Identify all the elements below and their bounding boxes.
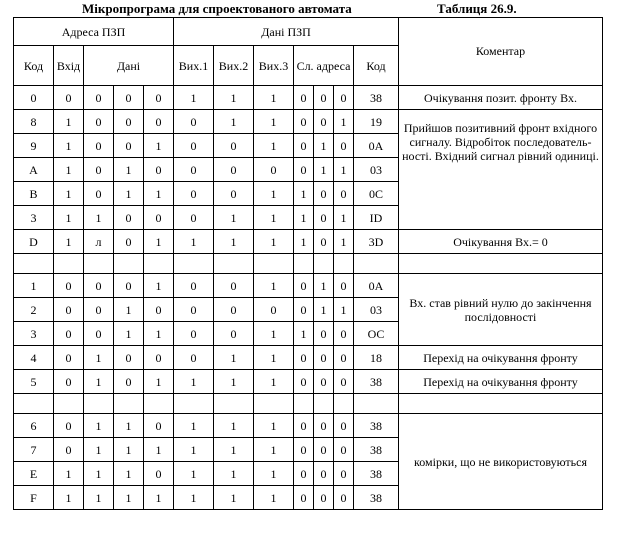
comment-cell: Очікування позит. фронту Вх. — [399, 86, 603, 110]
cell-next-address-bit-3: 1 — [334, 158, 354, 182]
cell-out2: 0 — [214, 158, 254, 182]
cell-data-bit-3: 1 — [144, 274, 174, 298]
cell-out2: 1 — [214, 462, 254, 486]
empty-cell — [214, 394, 254, 414]
cell-code: 0 — [14, 86, 54, 110]
cell-next-address-bit-3: 0 — [334, 134, 354, 158]
empty-cell — [114, 254, 144, 274]
empty-cell — [254, 394, 294, 414]
cell-data-code: 19 — [354, 110, 399, 134]
cell-code: 3 — [14, 206, 54, 230]
cell-input: 1 — [54, 230, 84, 254]
cell-out3: 0 — [254, 298, 294, 322]
cell-data-bit-3: 0 — [144, 86, 174, 110]
cell-out3: 1 — [254, 414, 294, 438]
cell-code: 8 — [14, 110, 54, 134]
cell-data-bit-3: 0 — [144, 206, 174, 230]
cell-input: 0 — [54, 346, 84, 370]
cell-data-bit-2: 0 — [114, 346, 144, 370]
cell-data-code: 38 — [354, 486, 399, 510]
cell-out2: 1 — [214, 486, 254, 510]
cell-next-address-bit-2: 0 — [314, 86, 334, 110]
cell-next-address-bit-1: 1 — [294, 206, 314, 230]
comment-cell: комірки, що не використовуються — [399, 414, 603, 510]
cell-input: 0 — [54, 274, 84, 298]
cell-data-bit-1: 0 — [84, 110, 114, 134]
cell-next-address-bit-1: 0 — [294, 298, 314, 322]
cell-data-bit-2: 0 — [114, 230, 144, 254]
cell-out3: 1 — [254, 274, 294, 298]
empty-cell — [334, 394, 354, 414]
cell-data-bit-1: 0 — [84, 298, 114, 322]
cell-data-bit-2: 0 — [114, 134, 144, 158]
cell-input: 1 — [54, 206, 84, 230]
cell-out3: 1 — [254, 322, 294, 346]
empty-cell — [294, 394, 314, 414]
cell-input: 0 — [54, 438, 84, 462]
cell-data-bit-1: 0 — [84, 182, 114, 206]
empty-cell — [174, 394, 214, 414]
table-row — [14, 414, 603, 438]
cell-out2: 0 — [214, 182, 254, 206]
cell-out2: 1 — [214, 230, 254, 254]
cell-out3: 1 — [254, 486, 294, 510]
cell-out2: 1 — [214, 438, 254, 462]
cell-out1: 0 — [174, 322, 214, 346]
cell-input: 0 — [54, 370, 84, 394]
cell-next-address-bit-1: 1 — [294, 230, 314, 254]
cell-out2: 0 — [214, 134, 254, 158]
cell-code: A — [14, 158, 54, 182]
cell-data-bit-1: 1 — [84, 438, 114, 462]
cell-data-code: 38 — [354, 438, 399, 462]
cell-next-address-bit-3: 0 — [334, 486, 354, 510]
cell-next-address-bit-2: 0 — [314, 414, 334, 438]
cell-input: 1 — [54, 486, 84, 510]
cell-next-address-bit-2: 0 — [314, 462, 334, 486]
cell-out1: 0 — [174, 206, 214, 230]
cell-data-code: OC — [354, 322, 399, 346]
cell-next-address-bit-2: 0 — [314, 322, 334, 346]
empty-cell — [144, 254, 174, 274]
cell-data-bit-1: 1 — [84, 486, 114, 510]
cell-data-code: 0C — [354, 182, 399, 206]
cell-out3: 1 — [254, 230, 294, 254]
cell-next-address-bit-3: 1 — [334, 110, 354, 134]
cell-data-bit-2: 0 — [114, 274, 144, 298]
cell-data-bit-1: 1 — [84, 414, 114, 438]
cell-code: 5 — [14, 370, 54, 394]
cell-data-code: ID — [354, 206, 399, 230]
cell-next-address-bit-1: 0 — [294, 438, 314, 462]
cell-next-address-bit-1: 0 — [294, 462, 314, 486]
header-data: Дані — [84, 46, 174, 86]
cell-out1: 0 — [174, 274, 214, 298]
table-title: Мікропрограма для спроектованого автомата — [82, 1, 352, 16]
empty-cell — [144, 394, 174, 414]
empty-cell — [334, 254, 354, 274]
table-body — [14, 86, 603, 510]
cell-input: 1 — [54, 182, 84, 206]
empty-cell — [354, 394, 399, 414]
empty-cell — [294, 254, 314, 274]
cell-out3: 0 — [254, 158, 294, 182]
cell-data-bit-3: 0 — [144, 414, 174, 438]
cell-data-code: 38 — [354, 414, 399, 438]
cell-data-bit-1: 0 — [84, 322, 114, 346]
table-row — [14, 86, 603, 110]
cell-data-bit-1: л — [84, 230, 114, 254]
empty-cell — [254, 254, 294, 274]
cell-out1: 1 — [174, 486, 214, 510]
comment-cell: Перехід на очікування фронту — [399, 346, 603, 370]
table-number: Таблиця 26.9. — [437, 1, 517, 16]
cell-next-address-bit-1: 0 — [294, 274, 314, 298]
cell-out1: 0 — [174, 110, 214, 134]
cell-next-address-bit-3: 1 — [334, 206, 354, 230]
cell-next-address-bit-3: 0 — [334, 438, 354, 462]
empty-cell — [354, 254, 399, 274]
cell-out2: 0 — [214, 322, 254, 346]
cell-next-address-bit-3: 0 — [334, 86, 354, 110]
cell-code: 7 — [14, 438, 54, 462]
cell-out3: 1 — [254, 110, 294, 134]
spacer-row — [14, 254, 603, 274]
cell-next-address-bit-3: 0 — [334, 182, 354, 206]
cell-code: 4 — [14, 346, 54, 370]
cell-next-address-bit-1: 0 — [294, 134, 314, 158]
cell-data-bit-2: 1 — [114, 322, 144, 346]
empty-cell — [84, 254, 114, 274]
cell-out1: 1 — [174, 86, 214, 110]
cell-out1: 0 — [174, 134, 214, 158]
cell-out1: 0 — [174, 346, 214, 370]
cell-next-address-bit-2: 1 — [314, 134, 334, 158]
cell-next-address-bit-2: 0 — [314, 230, 334, 254]
cell-next-address-bit-3: 1 — [334, 230, 354, 254]
cell-data-bit-3: 0 — [144, 158, 174, 182]
cell-code: 1 — [14, 274, 54, 298]
cell-code: F — [14, 486, 54, 510]
cell-code: 9 — [14, 134, 54, 158]
cell-out3: 1 — [254, 370, 294, 394]
empty-cell — [54, 394, 84, 414]
empty-cell — [399, 394, 603, 414]
table-row — [14, 230, 603, 254]
cell-data-bit-2: 1 — [114, 462, 144, 486]
header-comment: Коментар — [399, 18, 603, 86]
cell-next-address-bit-1: 1 — [294, 182, 314, 206]
cell-out1: 0 — [174, 182, 214, 206]
cell-next-address-bit-1: 0 — [294, 86, 314, 110]
cell-data-bit-3: 1 — [144, 134, 174, 158]
cell-input: 1 — [54, 134, 84, 158]
cell-data-bit-3: 1 — [144, 230, 174, 254]
cell-data-bit-3: 0 — [144, 110, 174, 134]
cell-next-address-bit-1: 0 — [294, 346, 314, 370]
cell-out3: 1 — [254, 346, 294, 370]
cell-next-address-bit-3: 1 — [334, 298, 354, 322]
cell-next-address-bit-2: 0 — [314, 438, 334, 462]
table-row — [14, 346, 603, 370]
empty-cell — [314, 394, 334, 414]
cell-out1: 1 — [174, 438, 214, 462]
cell-data-bit-2: 1 — [114, 182, 144, 206]
cell-next-address-bit-2: 0 — [314, 206, 334, 230]
cell-out3: 1 — [254, 206, 294, 230]
cell-input: 0 — [54, 298, 84, 322]
cell-out3: 1 — [254, 86, 294, 110]
header-out3: Вих.3 — [254, 46, 294, 86]
cell-data-bit-1: 0 — [84, 134, 114, 158]
cell-next-address-bit-2: 1 — [314, 274, 334, 298]
table-caption — [0, 0, 628, 16]
cell-data-code: 38 — [354, 370, 399, 394]
cell-data-bit-3: 1 — [144, 370, 174, 394]
empty-cell — [54, 254, 84, 274]
cell-data-code: 0A — [354, 134, 399, 158]
cell-out2: 1 — [214, 86, 254, 110]
cell-next-address-bit-1: 0 — [294, 158, 314, 182]
cell-next-address-bit-2: 0 — [314, 346, 334, 370]
header-next-address: Сл. адреса — [294, 46, 354, 86]
spacer-row — [14, 394, 603, 414]
cell-out3: 1 — [254, 182, 294, 206]
header-data-rom: Дані ПЗП — [174, 18, 399, 46]
cell-data-bit-3: 1 — [144, 438, 174, 462]
cell-next-address-bit-1: 0 — [294, 486, 314, 510]
header-out1: Вих.1 — [174, 46, 214, 86]
empty-cell — [399, 254, 603, 274]
comment-cell: Вх. став рівний нулю до закінчення послідовності — [399, 274, 603, 346]
cell-data-bit-3: 0 — [144, 462, 174, 486]
cell-data-bit-2: 1 — [114, 414, 144, 438]
empty-cell — [314, 254, 334, 274]
cell-next-address-bit-1: 0 — [294, 370, 314, 394]
cell-out2: 0 — [214, 274, 254, 298]
cell-data-bit-2: 1 — [114, 298, 144, 322]
cell-next-address-bit-2: 0 — [314, 110, 334, 134]
cell-out3: 1 — [254, 438, 294, 462]
cell-data-code: 38 — [354, 86, 399, 110]
cell-out1: 0 — [174, 298, 214, 322]
cell-code: 6 — [14, 414, 54, 438]
empty-cell — [14, 254, 54, 274]
cell-data-code: 03 — [354, 158, 399, 182]
cell-out1: 1 — [174, 414, 214, 438]
cell-code: 3 — [14, 322, 54, 346]
cell-data-bit-1: 1 — [84, 370, 114, 394]
cell-next-address-bit-1: 0 — [294, 110, 314, 134]
microprogram-table — [13, 17, 603, 510]
cell-out2: 0 — [214, 298, 254, 322]
cell-data-bit-1: 1 — [84, 462, 114, 486]
cell-input: 1 — [54, 462, 84, 486]
comment-cell: Перехід на очікування фронту — [399, 370, 603, 394]
cell-data-bit-2: 0 — [114, 110, 144, 134]
empty-cell — [174, 254, 214, 274]
cell-data-code: 18 — [354, 346, 399, 370]
cell-data-bit-1: 0 — [84, 86, 114, 110]
header-data-code: Код — [354, 46, 399, 86]
header-input: Вхід — [54, 46, 84, 86]
cell-next-address-bit-3: 0 — [334, 370, 354, 394]
cell-input: 0 — [54, 414, 84, 438]
empty-cell — [14, 394, 54, 414]
header-out2: Вих.2 — [214, 46, 254, 86]
table-row — [14, 110, 603, 134]
cell-out3: 1 — [254, 134, 294, 158]
cell-next-address-bit-3: 0 — [334, 274, 354, 298]
cell-data-code: 38 — [354, 462, 399, 486]
cell-next-address-bit-2: 1 — [314, 158, 334, 182]
cell-data-bit-2: 1 — [114, 486, 144, 510]
cell-out1: 0 — [174, 158, 214, 182]
cell-data-bit-1: 1 — [84, 206, 114, 230]
cell-next-address-bit-1: 1 — [294, 322, 314, 346]
cell-data-bit-2: 0 — [114, 86, 144, 110]
cell-data-bit-2: 1 — [114, 438, 144, 462]
cell-code: D — [14, 230, 54, 254]
cell-data-code: 3D — [354, 230, 399, 254]
cell-out3: 1 — [254, 462, 294, 486]
cell-data-bit-2: 0 — [114, 370, 144, 394]
cell-code: 2 — [14, 298, 54, 322]
cell-out2: 1 — [214, 110, 254, 134]
cell-next-address-bit-1: 0 — [294, 414, 314, 438]
cell-data-bit-2: 1 — [114, 158, 144, 182]
cell-data-bit-1: 1 — [84, 346, 114, 370]
cell-next-address-bit-3: 0 — [334, 346, 354, 370]
cell-data-bit-3: 0 — [144, 298, 174, 322]
cell-data-bit-3: 1 — [144, 322, 174, 346]
cell-next-address-bit-2: 0 — [314, 182, 334, 206]
empty-cell — [214, 254, 254, 274]
cell-data-code: 03 — [354, 298, 399, 322]
header-address-rom: Адреса ПЗП — [14, 18, 174, 46]
cell-data-code: 0A — [354, 274, 399, 298]
cell-next-address-bit-2: 0 — [314, 486, 334, 510]
cell-code: E — [14, 462, 54, 486]
table-row — [14, 274, 603, 298]
cell-out1: 1 — [174, 230, 214, 254]
cell-out2: 1 — [214, 346, 254, 370]
comment-cell: Очікування Вх.= 0 — [399, 230, 603, 254]
cell-data-bit-3: 1 — [144, 182, 174, 206]
cell-next-address-bit-3: 0 — [334, 462, 354, 486]
cell-next-address-bit-3: 0 — [334, 414, 354, 438]
header-code: Код — [14, 46, 54, 86]
cell-out1: 1 — [174, 370, 214, 394]
cell-next-address-bit-3: 0 — [334, 322, 354, 346]
cell-code: B — [14, 182, 54, 206]
cell-input: 0 — [54, 86, 84, 110]
cell-data-bit-2: 0 — [114, 206, 144, 230]
cell-input: 1 — [54, 110, 84, 134]
cell-data-bit-1: 0 — [84, 158, 114, 182]
cell-next-address-bit-2: 1 — [314, 298, 334, 322]
empty-cell — [84, 394, 114, 414]
cell-data-bit-1: 0 — [84, 274, 114, 298]
cell-input: 1 — [54, 158, 84, 182]
empty-cell — [114, 394, 144, 414]
comment-cell: Прийшов позитивний фронт вхідного сигналу. Відробіток последователь-ності. Вхідний сигнал рівний одиниці. — [399, 110, 603, 230]
cell-out2: 1 — [214, 206, 254, 230]
cell-input: 0 — [54, 322, 84, 346]
cell-out1: 1 — [174, 462, 214, 486]
cell-out2: 1 — [214, 414, 254, 438]
cell-data-bit-3: 0 — [144, 346, 174, 370]
cell-out2: 1 — [214, 370, 254, 394]
table-row — [14, 370, 603, 394]
cell-next-address-bit-2: 0 — [314, 370, 334, 394]
cell-data-bit-3: 1 — [144, 486, 174, 510]
